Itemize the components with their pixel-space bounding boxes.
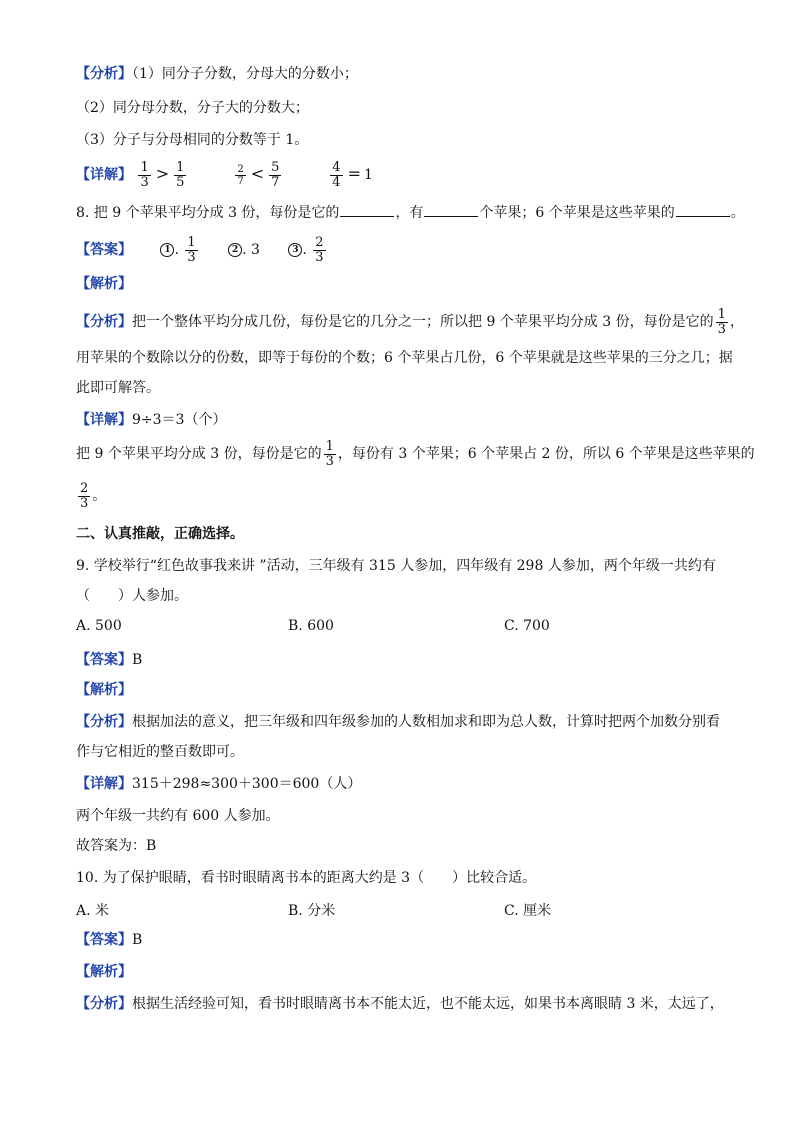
- question-9-line-1: 9. 学校举行“红色故事我来讲 ”活动，三年级有 315 人参加，四年级有 298 人参加，两个年级一共约有: [76, 558, 716, 574]
- detail-9-line-3: 故答案为：B: [76, 838, 157, 854]
- fraction: $\frac{5}{7}$: [271, 159, 280, 190]
- detail-8-line-3: $\frac{2}{3}$ 。: [80, 480, 107, 511]
- detail-9-line-1: 【详解】315＋298≈300＋300＝600（人）: [76, 776, 362, 792]
- answer-blank: [424, 202, 478, 217]
- jiexi-label-10: 【解析】: [76, 964, 132, 980]
- analysis-9-line-1: 【分析】根据加法的意义，把三年级和四年级参加的人数相加求和即为总人数，计算时把两个加数分别看: [76, 714, 720, 730]
- circled-number-icon: 1: [160, 243, 174, 257]
- fraction: $\frac{1}{3}$: [187, 234, 196, 265]
- answer-8: 【答案】 1 . $\frac{1}{3}$ 2 . 3 3 . $\frac{2}{3}$: [76, 234, 324, 265]
- option-b: B. 分米: [288, 903, 336, 919]
- analysis-line-3: （3）分子与分母相同的分数等于 1。: [76, 132, 309, 148]
- detail-8-line-2: 把 9 个苹果平均分成 3 份，每份是它的 $\frac{1}{3}$ ，每份有 3 个苹果；6 个苹果占 2 份，所以 6 个苹果是这些苹果的: [76, 438, 755, 469]
- fraction: $\frac{4}{4}$: [332, 159, 341, 190]
- analysis-line-1: 【分析】（1）同分子分数，分母大的分数小；: [76, 66, 358, 82]
- option-c: C. 700: [504, 618, 550, 634]
- analysis-10-line-1: 【分析】根据生活经验可知，看书时眼睛离书本不能太近，也不能太远，如果书本离眼睛 3 米，太远了，: [76, 996, 724, 1012]
- fraction: $\frac{1}{3}$: [140, 159, 149, 190]
- answer-9: 【答案】B: [76, 652, 143, 668]
- answer-10: 【答案】B: [76, 932, 143, 948]
- fraction: $\frac{2}{7}$: [237, 163, 244, 187]
- analysis-8-line-2: 用苹果的个数除以分的份数，即等于每份的个数；6 个苹果占几份，6 个苹果就是这些苹果的三分之几；据: [76, 350, 733, 366]
- jiexi-label-8: 【解析】: [76, 276, 132, 292]
- analysis-line-2: （2）同分母分数，分子大的分数大；: [76, 100, 309, 116]
- answer-blank: [676, 202, 730, 217]
- detail-9-line-2: 两个年级一共约有 600 人参加。: [76, 808, 280, 824]
- option-a: A. 500: [76, 618, 122, 634]
- detail-comparisons: 【详解】 $\frac{1}{3}$ > $\frac{1}{5}$ $\frac{2}{7}$ < $\frac{5}{7}$ $\frac{4}{4}$ = 1: [76, 159, 373, 190]
- fraction: $\frac{1}{3}$: [717, 306, 726, 337]
- analysis-8-line-3: 此即可解答。: [76, 380, 160, 396]
- detail-8-line-1: 【详解】9÷3＝3（个）: [76, 412, 227, 428]
- question-8: 8. 把 9 个苹果平均分成 3 份，每份是它的 ，有 个苹果；6 个苹果是这些苹果的 。: [76, 202, 745, 223]
- circled-number-icon: 2: [228, 243, 242, 257]
- fraction: $\frac{2}{3}$: [80, 480, 89, 511]
- analysis-8-line-1: 【分析】把一个整体平均分成几份，每份是它的几分之一；所以把 9 个苹果平均分成 3 份，每份是它的 $\frac{1}{3}$ ，: [76, 306, 744, 337]
- jiexi-label-9: 【解析】: [76, 682, 132, 698]
- fraction: $\frac{2}{3}$: [315, 234, 324, 265]
- fraction: $\frac{1}{5}$: [176, 159, 185, 190]
- option-c: C. 厘米: [504, 903, 552, 919]
- question-10: 10. 为了保护眼睛，看书时眼睛离书本的距离大约是 3（ ）比较合适。: [76, 870, 537, 886]
- option-a: A. 米: [76, 903, 110, 919]
- option-b: B. 600: [288, 618, 334, 634]
- question-9-line-2: （ ）人参加。: [76, 588, 188, 604]
- circled-number-icon: 3: [288, 243, 302, 257]
- section-heading: 二、认真推敲，正确选择。: [76, 526, 244, 542]
- answer-blank: [340, 202, 394, 217]
- analysis-9-line-2: 作与它相近的整百数即可。: [76, 744, 244, 760]
- fraction: $\frac{1}{3}$: [325, 438, 334, 469]
